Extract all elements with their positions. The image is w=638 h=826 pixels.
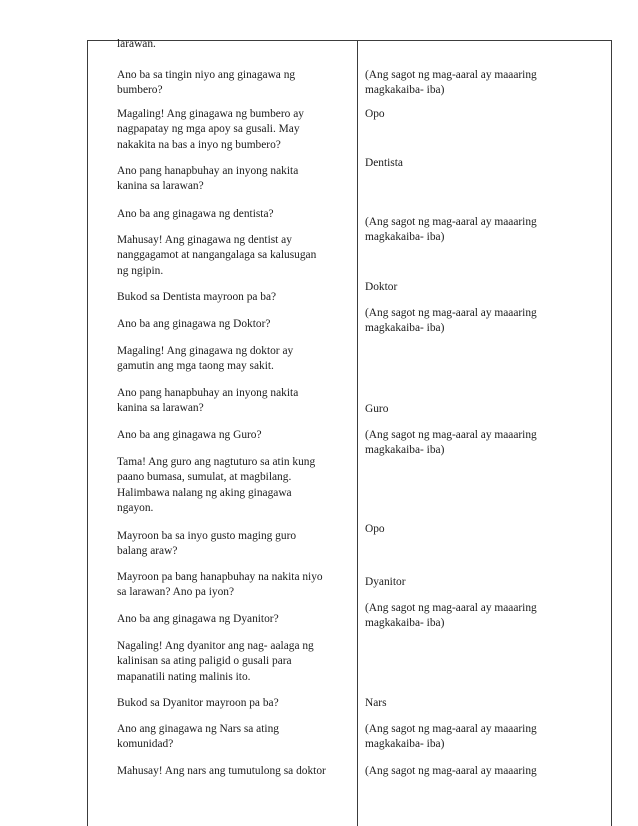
table-top-border: [87, 40, 611, 41]
student-answer: Nars: [365, 697, 387, 709]
teacher-response: Magaling! Ang ginagawa ng bumbero ay nagpapatay ng mga apoy sa gusali. May nakakita na bas a inyo ng bumbero?: [117, 108, 304, 151]
teacher-question: Bukod sa Dentista mayroon pa ba?: [117, 291, 277, 303]
teacher-question: Ano ba ang ginagawa ng dentista?: [117, 208, 274, 220]
teacher-response: Mahusay! Ang ginagawa ng dentist ay nanggagamot at nangangalaga sa kalusugan ng ngipin.: [117, 234, 317, 277]
teacher-question: Ano pang hanapbuhay an inyong nakita kanina sa larawan?: [117, 165, 299, 193]
table-left-border: [87, 40, 88, 826]
teacher-question: Bukod sa Dyanitor mayroon pa ba?: [117, 697, 279, 709]
student-answer: (Ang sagot ng mag-aaral ay maaaring: [365, 765, 537, 777]
teacher-question: Ano pang hanapbuhay an inyong nakita kanina sa larawan?: [117, 387, 299, 415]
teacher-question: Ano ba ang ginagawa ng Doktor?: [117, 318, 271, 330]
student-answer: Guro: [365, 403, 389, 415]
student-answer: (Ang sagot ng mag-aaral ay maaaring magkakaiba- iba): [365, 307, 537, 335]
student-answer: (Ang sagot ng mag-aaral ay maaaring magkakaiba- iba): [365, 602, 537, 630]
teacher-question: Mayroon ba sa inyo gusto maging guro balang araw?: [117, 530, 297, 558]
student-answer: Opo: [365, 523, 385, 535]
student-answer: (Ang sagot ng mag-aaral ay maaaring magkakaiba- iba): [365, 723, 537, 751]
teacher-response: Tama! Ang guro ang nagtuturo sa atin kung paano bumasa, sumulat, at magbilang. Halimbawa nalang ng aking ginagawa ngayon.: [117, 456, 316, 515]
student-answer: (Ang sagot ng mag-aaral ay maaaring magkakaiba- iba): [365, 69, 537, 97]
teacher-question: Ano ba sa tingin niyo ang ginagawa ng bumbero?: [117, 69, 296, 97]
student-answer: Dentista: [365, 157, 403, 169]
teacher-response: Nagaling! Ang dyanitor ang nag- aalaga ng kalinisan sa ating paligid o gusali para mapanatili nating malinis ito.: [117, 640, 314, 683]
student-answer: Dyanitor: [365, 576, 406, 588]
teacher-question: Ano ang ginagawa ng Nars sa ating komunidad?: [117, 723, 279, 751]
column-divider: [357, 40, 358, 826]
student-answer: Doktor: [365, 281, 398, 293]
student-answer: Opo: [365, 108, 385, 120]
teacher-line: larawan.: [117, 38, 156, 50]
teacher-response: Magaling! Ang ginagawa ng doktor ay gamutin ang mga taong may sakit.: [117, 345, 294, 373]
student-answer: (Ang sagot ng mag-aaral ay maaaring magkakaiba- iba): [365, 216, 537, 244]
teacher-response: Mahusay! Ang nars ang tumutulong sa doktor: [117, 765, 326, 777]
teacher-question: Ano ba ang ginagawa ng Dyanitor?: [117, 613, 279, 625]
table-right-border: [611, 40, 612, 826]
student-answer: (Ang sagot ng mag-aaral ay maaaring magkakaiba- iba): [365, 429, 537, 457]
teacher-question: Ano ba ang ginagawa ng Guro?: [117, 429, 262, 441]
teacher-question: Mayroon pa bang hanapbuhay na nakita niyo sa larawan? Ano pa iyon?: [117, 571, 323, 599]
